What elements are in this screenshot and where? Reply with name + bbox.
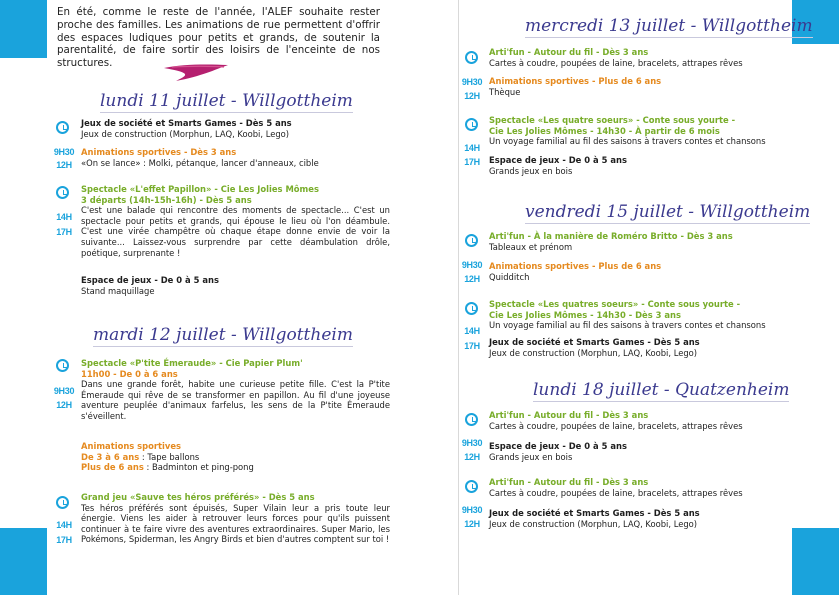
clock-icon xyxy=(465,51,478,64)
brush-stroke-icon xyxy=(162,62,232,84)
event-desc: Tableaux et prénom xyxy=(489,241,573,252)
clock-icon xyxy=(465,234,478,247)
clock-icon xyxy=(465,413,478,426)
event-title: Spectacle «L'effet Papillon» - Cie Les Jolies Mômes xyxy=(81,184,319,194)
event-title: Animations sportives - Dès 3 ans xyxy=(81,147,237,157)
day-heading: lundi 11 juillet - Willgottheim xyxy=(100,91,353,111)
event-desc: Un voyage familial au fil des saisons à travers contes et chansons xyxy=(489,320,766,331)
event xyxy=(81,118,381,139)
clock-icon xyxy=(465,302,478,315)
time-end: 12H xyxy=(56,400,72,410)
clock-icon xyxy=(56,496,69,509)
event-title: Spectacle «Les quatre soeurs» - Conte sous yourte - xyxy=(489,115,736,125)
time-start: 14H xyxy=(464,143,480,153)
event-title: Arti'fun - Autour du fil - Dès 3 ans xyxy=(489,410,649,420)
event xyxy=(489,477,789,498)
time-end: 17H xyxy=(56,227,72,237)
age-range: De 3 à 6 ans xyxy=(81,451,140,462)
event xyxy=(489,508,789,529)
event xyxy=(489,76,789,97)
day-heading: lundi 18 juillet - Quatzenheim xyxy=(533,380,790,400)
event-title: Animations sportives - Plus de 6 ans xyxy=(489,261,662,271)
event-title: Arti'fun - Autour du fil - Dès 3 ans xyxy=(489,47,649,57)
left-blue-bar-top xyxy=(0,0,47,58)
event-subtitle: Cie Les Jolies Mômes - 14h30 - Dès 3 ans xyxy=(489,309,681,320)
clock-icon xyxy=(56,121,69,134)
event-desc: Jeux de construction (Morphun, LAQ, Koobi, Lego) xyxy=(489,518,698,529)
time-end: 17H xyxy=(464,341,480,351)
time-start: 9H30 xyxy=(461,77,483,87)
event-title: Espace de jeux - De 0 à 5 ans xyxy=(81,275,219,285)
event-desc: Cartes à coudre, poupées de laine, bracelets, attrapes rêves xyxy=(489,57,743,68)
event-subtitle: 3 départs (14h-15h-16h) - Dès 5 ans xyxy=(81,194,252,205)
event-title: Arti'fun - Autour du fil - Dès 3 ans xyxy=(489,477,649,487)
event xyxy=(489,47,789,68)
event xyxy=(81,275,381,296)
event xyxy=(81,147,381,168)
event xyxy=(489,261,789,282)
time-start: 9H30 xyxy=(53,147,75,157)
event xyxy=(489,410,789,431)
event-desc: «On se lance» : Molki, pétanque, lancer d'anneaux, cible xyxy=(81,157,319,168)
event-desc: Quidditch xyxy=(489,271,530,282)
event-title: Animations sportives xyxy=(81,441,182,451)
time-end: 17H xyxy=(56,535,72,545)
time-start: 9H30 xyxy=(461,505,483,515)
clock-icon xyxy=(465,480,478,493)
event xyxy=(81,492,390,545)
event-desc: Jeux de construction (Morphun, LAQ, Koobi, Lego) xyxy=(81,128,290,139)
left-blue-bar-bottom xyxy=(0,528,47,595)
event-desc: Un voyage familial au fil des saisons à travers contes et chansons xyxy=(489,136,766,147)
activity: : Badminton et ping-pong xyxy=(143,462,254,473)
event xyxy=(81,441,381,473)
event-subtitle: Cie Les Jolies Mômes - 14h30 - À partir de 6 mois xyxy=(489,125,720,136)
time-end: 12H xyxy=(464,274,480,284)
event xyxy=(489,155,789,176)
event xyxy=(489,337,789,358)
event-line xyxy=(81,462,381,473)
time-end: 12H xyxy=(56,160,72,170)
page-fold xyxy=(458,0,459,595)
event-title: Jeux de société et Smarts Games - Dès 5 ans xyxy=(81,118,292,128)
time-start: 14H xyxy=(56,520,72,530)
event-line xyxy=(81,452,381,463)
event xyxy=(489,115,789,147)
event xyxy=(81,358,390,422)
event-title: Espace de jeux - De 0 à 5 ans xyxy=(489,441,627,451)
clock-icon xyxy=(465,118,478,131)
time-start: 9H30 xyxy=(53,386,75,396)
event-desc: Thèque xyxy=(489,86,521,97)
day-heading: mercredi 13 juillet - Willgottheim xyxy=(525,16,813,36)
age-range: Plus de 6 ans xyxy=(81,462,144,473)
event-title: Spectacle «P'tite Émeraude» - Cie Papier Plum' xyxy=(81,358,303,368)
event-title: Jeux de société et Smarts Games - Dès 5 ans xyxy=(489,337,700,347)
clock-icon xyxy=(56,186,69,199)
event-desc: Tes héros préférés sont épuisés, Super Vilain leur a pris toute leur énergie. Viens les aider à retrouver leurs forces pour qu'ils puissent continuer à te faire vivre des aventures extraordinaires. Super Mario, les Pokémons, Spiderman, les Angry Birds et bien d'autres comptent sur toi ! xyxy=(81,502,390,545)
event-desc: Dans une grande forêt, habite une curieuse petite fille. C'est la P'tite Émeraude qui rêve de se transformer en papillon. Au fil d'une joyeuse aventure peuplée d'animaux farfelus, les sens de la P'tite Émeraude s'éveillent. xyxy=(81,379,390,421)
day-heading: vendredi 15 juillet - Willgottheim xyxy=(525,202,811,222)
event-title: Grand jeu «Sauve tes héros préférés» - Dès 5 ans xyxy=(81,492,315,502)
event-subtitle: 11h00 - De 0 à 6 ans xyxy=(81,368,178,379)
event-desc: Grands jeux en bois xyxy=(489,451,573,462)
event xyxy=(489,441,789,462)
time-start: 9H30 xyxy=(461,260,483,270)
activity: : Tape ballons xyxy=(139,451,200,462)
event xyxy=(81,184,390,258)
time-end: 17H xyxy=(464,157,480,167)
event-desc: Jeux de construction (Morphun, LAQ, Koobi, Lego) xyxy=(489,347,698,358)
time-end: 12H xyxy=(464,91,480,101)
event-desc: Cartes à coudre, poupées de laine, bracelets, attrapes rêves xyxy=(489,420,743,431)
time-start: 14H xyxy=(464,326,480,336)
event-title: Jeux de société et Smarts Games - Dès 5 ans xyxy=(489,508,700,518)
time-end: 12H xyxy=(464,519,480,529)
event-title: Espace de jeux - De 0 à 5 ans xyxy=(489,155,627,165)
event xyxy=(489,299,789,331)
clock-icon xyxy=(56,359,69,372)
event-title: Animations sportives - Plus de 6 ans xyxy=(489,76,662,86)
event xyxy=(489,231,789,252)
event-desc: Grands jeux en bois xyxy=(489,165,573,176)
event-desc: C'est une balade qui rencontre des moments de spectacle... C'est un spectacle pour petits et grands, qui épouse le lieu où l'on déambule. C'est une virée champêtre où chaque étape donne envie de voir la suivante... Laissez-vous surprendre par cette déambulation drôle, poétique, surprenante ! xyxy=(81,205,390,258)
time-end: 12H xyxy=(464,452,480,462)
event-desc: Stand maquillage xyxy=(81,285,155,296)
intro-paragraph: En été, comme le reste de l'année, l'ALEF souhaite rester proche des familles. Les animations de rue permettent d'offrir des espaces ludiques pour petits et grands, de soutenir la parentalité, de faire sortir des loisirs de l'enceinte de nos structures. xyxy=(57,6,380,70)
right-blue-bar-bottom xyxy=(792,528,839,595)
event-desc: Cartes à coudre, poupées de laine, bracelets, attrapes rêves xyxy=(489,487,743,498)
time-start: 14H xyxy=(56,212,72,222)
day-heading: mardi 12 juillet - Willgottheim xyxy=(93,325,353,345)
event-title: Arti'fun - À la manière de Roméro Britto - Dès 3 ans xyxy=(489,231,733,241)
time-start: 9H30 xyxy=(461,438,483,448)
event-title: Spectacle «Les quatres soeurs» - Conte sous yourte - xyxy=(489,299,741,309)
